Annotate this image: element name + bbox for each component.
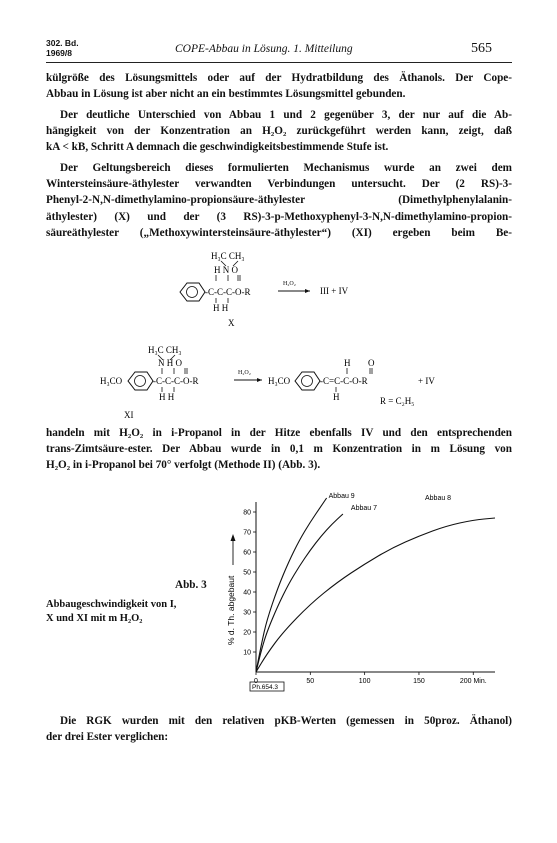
compound-label-xi: XI <box>124 410 134 420</box>
para3-line: Der Geltungsbereich dieses formulierten Mechanismus wurde an zwei dem <box>60 162 512 174</box>
methoxy-group: H₃CO <box>100 376 123 386</box>
x-tick-label: 50 <box>306 678 315 685</box>
benzene-ring <box>128 372 153 390</box>
y-axis-label: % d. Th. abgebaut <box>226 575 236 645</box>
para1-line: külgröße des Lösungsmittels oder auf der Hydratbildung des Äthanols. Der Cope- <box>46 72 512 84</box>
caption-line: Abbaugeschwindigkeit von I, <box>46 599 177 610</box>
figure-label: Abb. 3 <box>175 579 207 591</box>
reagent-label: H₂O₂ <box>283 281 296 287</box>
y-tick-label: 50 <box>243 569 251 577</box>
year-text: 1969/8 <box>46 48 72 58</box>
reaction-scheme-xi <box>100 342 510 420</box>
para5-line: der drei Ester verglichen: <box>46 731 169 744</box>
figure-caption <box>46 598 176 626</box>
svg-text:H: H <box>344 358 351 368</box>
series-line <box>256 518 495 672</box>
header-volume <box>46 38 79 58</box>
series-label: Abbau 7 <box>350 505 378 512</box>
para4-line: H₂O₂ in i-Propanol bei 70° verfolgt (Methode II) (Abb. 3). <box>46 459 321 472</box>
methoxy-group: H₃CO <box>268 376 291 386</box>
chart-series <box>256 493 495 672</box>
amine-methyls: H₃C CH₃ <box>211 251 245 261</box>
reagent-label: H₂O₂ <box>238 370 251 376</box>
para2-line: kA < kB, Schritt A demnach die geschwindigkeitsbestimmende Stufe ist. <box>46 141 389 154</box>
para3-line: Phenyl-2-N,N-dimethylamino-propionsäure-äthylester (Dimethylphenylalanin- <box>46 194 512 207</box>
series-line <box>256 514 343 672</box>
paragraph-1 <box>46 70 512 102</box>
volume-text: 302. Bd. <box>46 38 79 48</box>
svg-text:H: H <box>333 392 340 402</box>
caption-line: X und XI mit m H₂O₂ <box>46 613 143 624</box>
y-tick-label: 20 <box>243 629 251 637</box>
ph-tag: Ph.654.3 <box>252 684 279 691</box>
series-line <box>256 498 327 672</box>
svg-text:-C=C-C-O-R: -C=C-C-O-R <box>320 376 368 386</box>
para3-line: äthylester) (X) und der (3 RS)-3-p-Methoxyphenyl-3-N,N-dimethylamino-propion- <box>46 210 512 223</box>
para2-line: Der deutliche Unterschied von Abbau 1 und 2 gegenüber 3, der nur auf die Ab- <box>60 109 512 121</box>
reaction-scheme-x <box>170 248 400 328</box>
benzene-ring <box>180 283 205 301</box>
series-label: Abbau 8 <box>425 495 452 502</box>
x-tick-label: 200 Min. <box>459 678 487 685</box>
para1-line: Abbau in Lösung ist aber nicht an ein bestimmtes Lösungsmittel gebunden. <box>46 88 406 101</box>
y-axis-arrow <box>231 534 236 565</box>
paragraph-5 <box>46 713 512 745</box>
y-tick-label: 10 <box>243 649 251 657</box>
para4-line: trans-Zimtsäure-ester. Der Abbau wurde in 0,1 m Konzentration in m Lösung von <box>46 443 512 456</box>
r-definition: R = C₂H₅ <box>380 396 415 406</box>
y-tick-label: 40 <box>243 589 251 597</box>
para4-line: handeln mit H₂O₂ in i-Propanol in der Hitze ebenfalls IV und den entsprechenden <box>46 427 512 439</box>
series-label: Abbau 9 <box>328 493 355 500</box>
svg-text:N H O: N H O <box>158 358 182 368</box>
x-tick-label: 150 <box>413 678 425 685</box>
y-tick-label: 80 <box>243 509 251 517</box>
y-tick-label: 70 <box>243 529 251 537</box>
products-x: III + IV <box>320 286 349 296</box>
svg-text:-C-C-C-O-R: -C-C-C-O-R <box>153 376 199 386</box>
paragraph-2 <box>46 107 512 156</box>
x-tick-label: 0 <box>254 678 258 685</box>
header-rule <box>46 62 512 63</box>
para5-line: Die RGK wurden mit den relativen pKB-Werten (gemessen in 50proz. Äthanol) <box>60 715 512 727</box>
svg-text:-C-C-C-O-R: -C-C-C-O-R <box>205 287 251 297</box>
chart-ticks <box>243 510 487 686</box>
paragraph-4 <box>46 425 512 474</box>
page-number: 565 <box>471 41 492 56</box>
running-title: COPE-Abbau in Lösung. 1. Mitteilung <box>175 43 353 55</box>
svg-text:H₃C CH₃: H₃C CH₃ <box>148 345 182 355</box>
svg-text:O: O <box>368 358 375 368</box>
para3-line: Wintersteinsäure-äthylester verwandten Verbindungen untersucht. Der (2 RS)-3- <box>46 178 512 191</box>
y-tick-label: 60 <box>243 549 251 557</box>
svg-text:H H: H H <box>213 303 229 313</box>
svg-text:H N O: H N O <box>214 265 238 275</box>
decay-rate-chart <box>210 490 505 695</box>
para2-line: hängigkeit von der Konzentration an H₂O₂ zurückgeführt werden kann, zeigt, daß <box>46 125 512 138</box>
chart-axes <box>256 502 495 672</box>
product-xi-suffix: + IV <box>418 376 435 386</box>
para3-line: säureäthylester („Methoxywintersteinsäure-äthylester“) (XI) ergeben beim Be- <box>46 226 512 239</box>
svg-text:H H: H H <box>159 392 175 402</box>
x-tick-label: 100 <box>358 678 371 685</box>
compound-label-x: X <box>228 318 235 328</box>
benzene-ring <box>295 372 320 390</box>
paragraph-3 <box>46 160 512 241</box>
y-tick-label: 30 <box>243 609 251 617</box>
